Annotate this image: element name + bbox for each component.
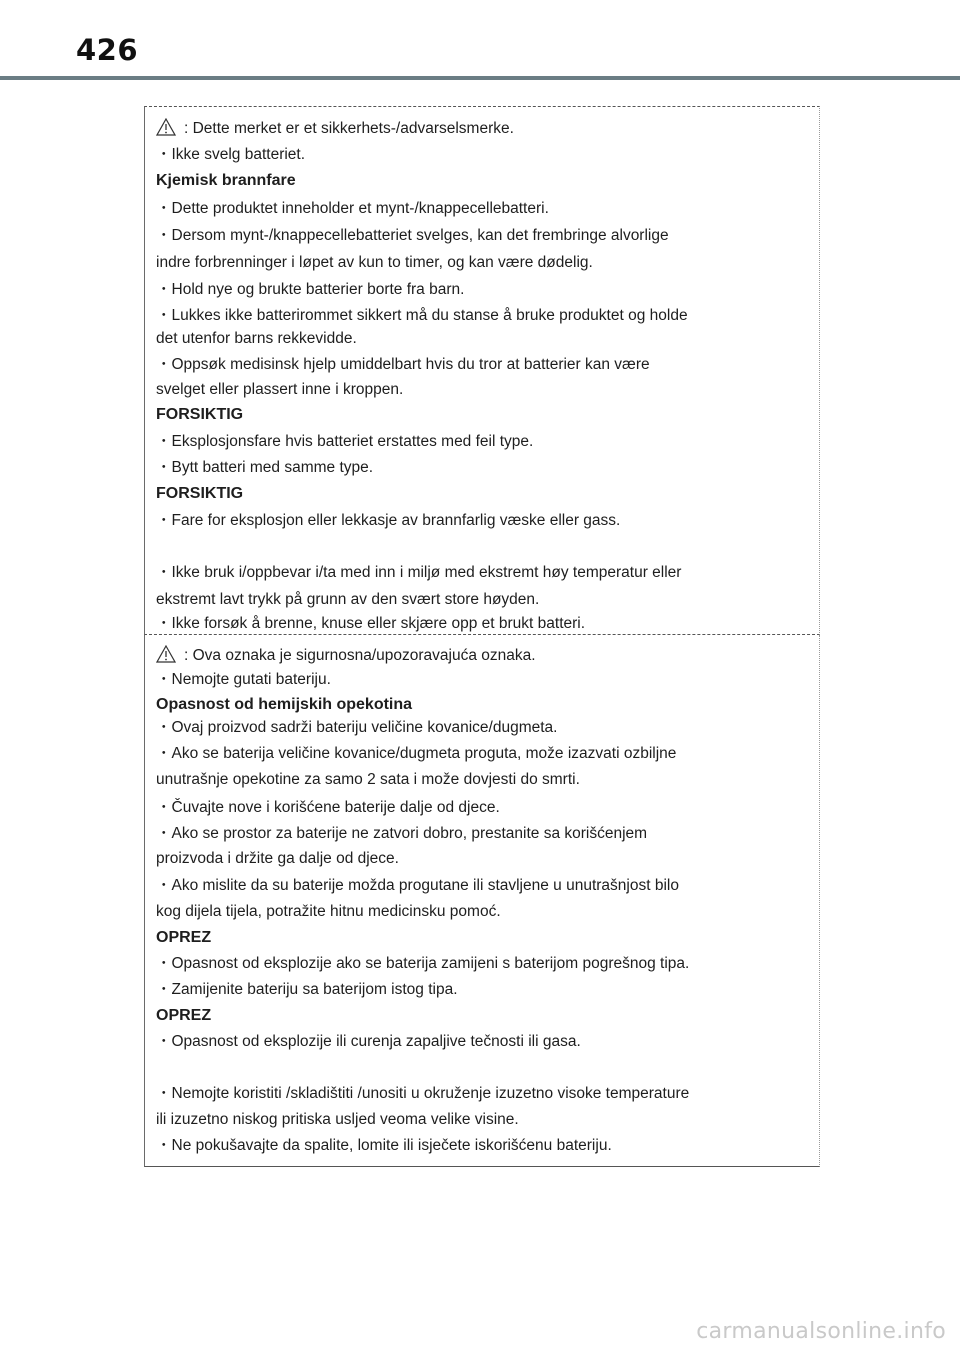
no-line: ・Ikke bruk i/oppbevar i/ta med inn i miljø med ekstremt høy temperatur eller xyxy=(156,564,682,581)
hr-line: ・Zamijenite bateriju sa baterijom istog tipa. xyxy=(156,981,458,998)
header-rule xyxy=(0,76,960,80)
hr-line: proizvoda i držite ga dalje od djece. xyxy=(156,850,399,867)
hr-line: ・Čuvajte nove i korišćene baterije dalje od djece. xyxy=(156,799,500,816)
no-line: : Dette merket er et sikkerhets-/advarselsmerke. xyxy=(184,120,514,137)
hr-line: : Ova oznaka je sigurnosna/upozoravajuća oznaka. xyxy=(184,647,536,664)
no-line: ekstremt lavt trykk på grunn av den svært store høyden. xyxy=(156,591,540,608)
warning-triangle-icon xyxy=(156,118,176,136)
hr-line: kog dijela tijela, potražite hitnu medicinsku pomoć. xyxy=(156,903,501,920)
no-line: det utenfor barns rekkevidde. xyxy=(156,330,357,347)
hr-line: ・Opasnost od eksplozije ili curenja zapaljive tečnosti ili gasa. xyxy=(156,1033,581,1050)
no-heading: FORSIKTIG xyxy=(156,406,244,423)
no-line: ・Bytt batteri med samme type. xyxy=(156,459,374,476)
hr-heading: OPREZ xyxy=(156,929,212,946)
hr-line: ・Ovaj proizvod sadrži bateriju veličine kovanice/dugmeta. xyxy=(156,719,558,736)
no-line: ・Hold nye og brukte batterier borte fra barn. xyxy=(156,281,465,298)
page-number: 426 xyxy=(76,33,139,67)
no-line: indre forbrenninger i løpet av kun to timer, og kan være dødelig. xyxy=(156,254,593,271)
no-line: svelget eller plassert inne i kroppen. xyxy=(156,381,404,398)
no-line: ・Dette produktet inneholder et mynt-/knappecellebatteri. xyxy=(156,200,549,217)
hr-line: ・Ako se prostor za baterije ne zatvori dobro, prestanite sa korišćenjem xyxy=(156,825,648,842)
hr-line: ・Nemojte gutati bateriju. xyxy=(156,671,331,688)
watermark: carmanualsonline.info xyxy=(696,1319,946,1344)
no-line: ・Fare for eksplosjon eller lekkasje av brannfarlig væske eller gass. xyxy=(156,512,621,529)
no-heading: FORSIKTIG xyxy=(156,485,244,502)
no-heading: Kjemisk brannfare xyxy=(156,172,296,189)
no-line: ・Ikke svelg batteriet. xyxy=(156,146,306,163)
warning-triangle-icon xyxy=(156,645,176,663)
hr-warning-symbol-line xyxy=(156,645,536,666)
hr-heading: Opasnost od hemijskih opekotina xyxy=(156,696,413,713)
hr-line: ・Ako mislite da su baterije možda progutane ili stavljene u unutrašnjost bilo xyxy=(156,877,679,894)
no-line: ・Eksplosjonsfare hvis batteriet erstattes med feil type. xyxy=(156,433,534,450)
no-line: ・Dersom mynt-/knappecellebatteriet svelges, kan det frembringe alvorlige xyxy=(156,227,669,244)
hr-line: ・Nemojte koristiti /skladištiti /unositi u okruženje izuzetno visoke temperature xyxy=(156,1085,690,1102)
no-line: ・Lukkes ikke batterirommet sikkert må du stanse å bruke produktet og holde xyxy=(156,307,688,324)
no-line: ・Oppsøk medisinsk hjelp umiddelbart hvis du tror at batterier kan være xyxy=(156,356,650,373)
hr-line: ・Opasnost od eksplozije ako se baterija zamijeni s baterijom pogrešnog tipa. xyxy=(156,955,690,972)
no-line: ・Ikke forsøk å brenne, knuse eller skjære opp et brukt batteri. xyxy=(156,615,586,632)
hr-heading: OPREZ xyxy=(156,1007,212,1024)
hr-line: ・Ne pokušavajte da spalite, lomite ili isječete iskorišćenu bateriju. xyxy=(156,1137,612,1154)
no-warning-symbol-line xyxy=(156,118,514,139)
hr-line: ・Ako se baterija veličine kovanice/dugmeta proguta, može izazvati ozbiljne xyxy=(156,745,677,762)
hr-line: unutrašnje opekotine za samo 2 sata i može dovjesti do smrti. xyxy=(156,771,580,788)
hr-line: ili izuzetno niskog pritiska usljed veoma velike visine. xyxy=(156,1111,519,1128)
